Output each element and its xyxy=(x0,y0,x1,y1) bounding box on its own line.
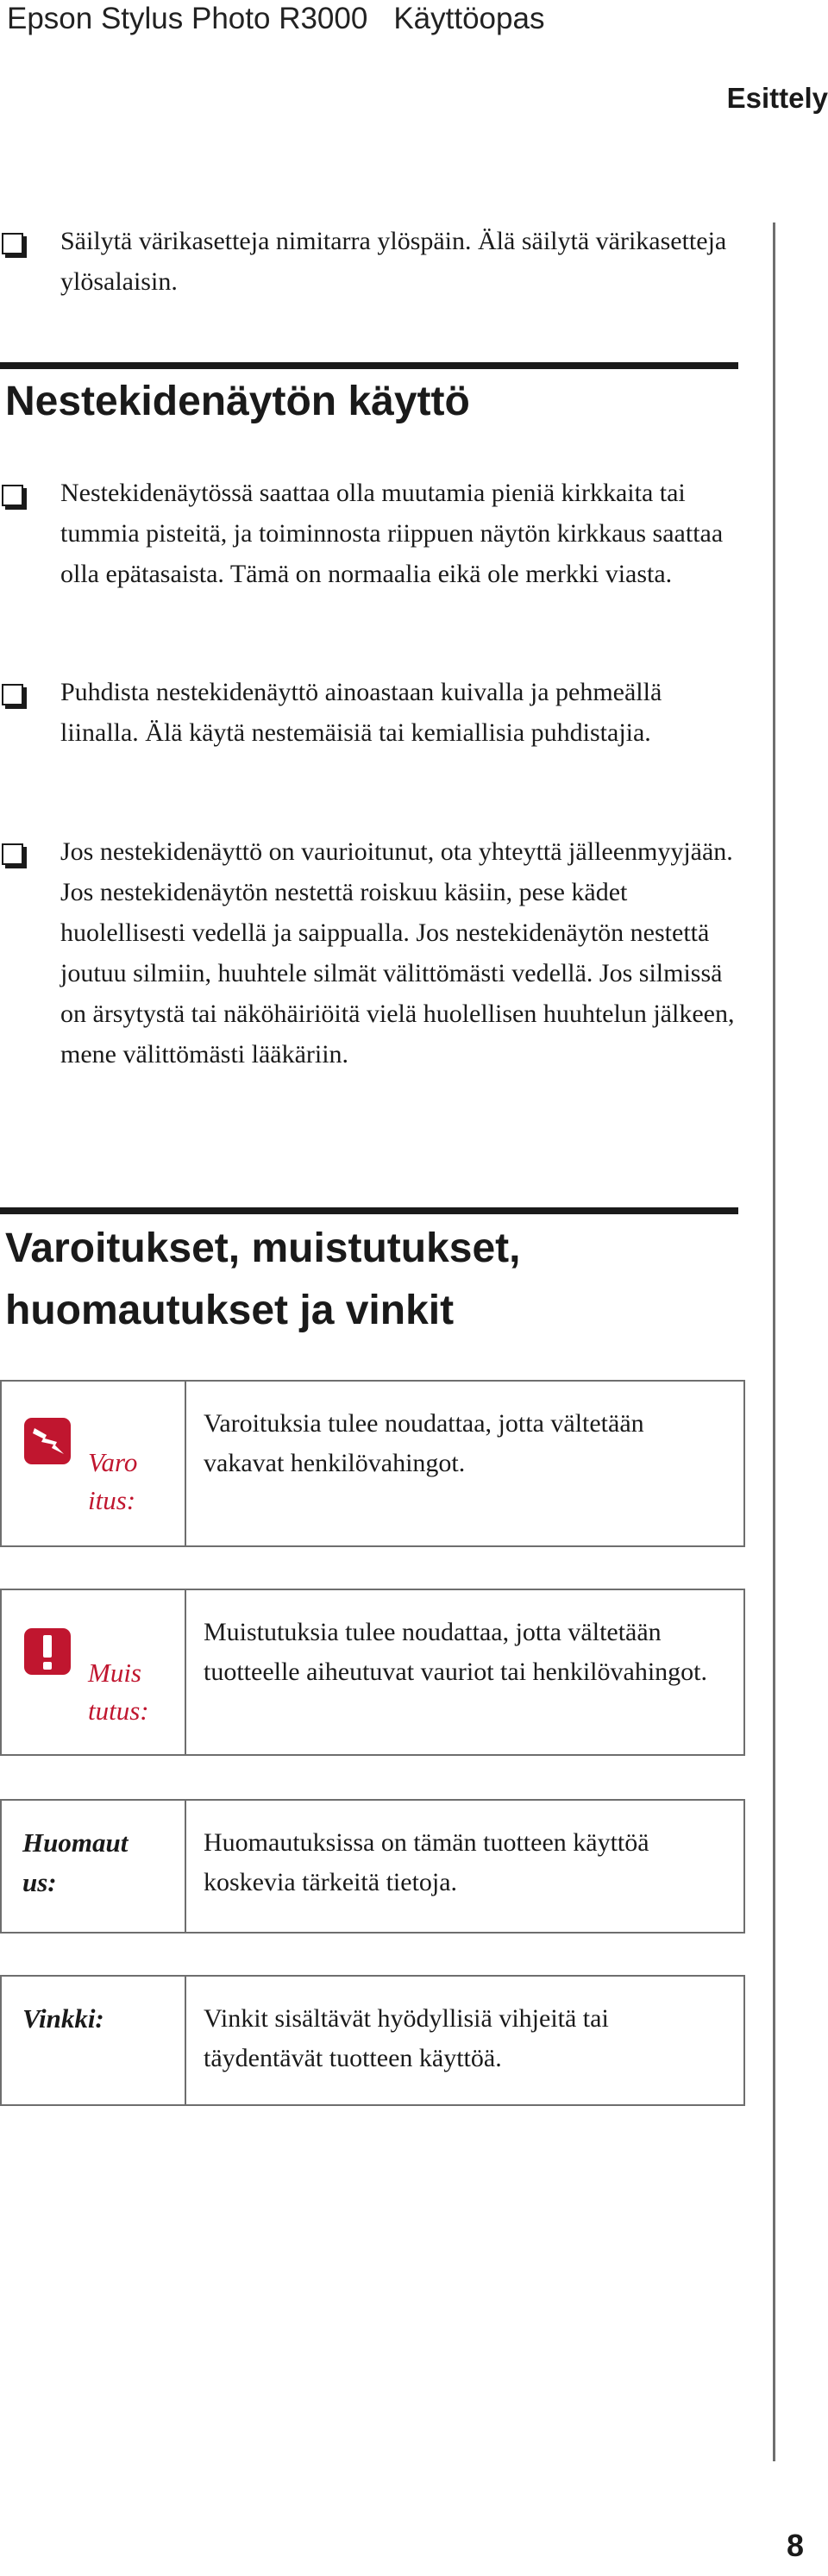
notice-label: Huomaut us: xyxy=(22,1827,129,1897)
warning-icon xyxy=(22,1416,72,1468)
section-title: Esittely xyxy=(726,82,828,114)
checkbox-bullet-icon xyxy=(2,843,23,865)
note-notice xyxy=(0,1799,745,1934)
page-number: 8 xyxy=(786,2528,804,2563)
section-rule xyxy=(0,1207,738,1214)
list-item-text: Säilytä värikasetteja nimitarra ylöspäin. Älä säilytä värikasetteja ylösalaisin. xyxy=(60,227,727,296)
list-item-text: Nestekidenäytössä saattaa olla muutamia pieniä kirkkaita tai tummia pisteitä, ja toiminnosta riippuen näytön kirkkaus saattaa olla epätasaista. Tämä on normaalia eikä ole merkki viasta. xyxy=(60,479,724,588)
list-item-text: Jos nestekidenäyttö on vaurioitunut, ota yhteyttä jälleenmyyjään. Jos nestekidenäytön nestettä roiskuu käsiin, pese kädet huolellisesti vedellä ja saippualla. Jos nestekidenäytön nestettä joutuu silmiin, huuhtele silmät välittömästi vedellä. Jos silmissä on ärsytystä tai näköhäiriöitä vielä huolellisen huuhtelun jälkeen, mene välittömästi lääkäriin. xyxy=(60,837,735,1069)
section-heading-notices xyxy=(5,1218,738,1342)
notice-label: Muis tutus: xyxy=(88,1658,149,1726)
caution-icon xyxy=(22,1626,72,1678)
list-item xyxy=(0,221,742,302)
notice-text: Muistutuksia tulee noudattaa, jotta vältetään tuotteelle aiheutuvat vauriot tai henkilövahingot. xyxy=(204,1618,708,1686)
heading-line: Varoitukset, muistutukset, xyxy=(5,1225,521,1271)
notice-label-cell xyxy=(2,1801,186,1932)
checkbox-bullet-icon xyxy=(2,233,23,254)
list-item xyxy=(0,473,742,594)
notice-label: Vinkki: xyxy=(22,2003,104,2034)
list-item xyxy=(0,672,742,753)
list-item xyxy=(0,831,742,1075)
section-heading-lcd: Nestekidenäytön käyttö xyxy=(5,379,470,424)
checkbox-bullet-icon xyxy=(2,485,23,506)
notice-text: Vinkit sisältävät hyödyllisiä vihjeitä tai täydentävät tuotteen käyttöä. xyxy=(204,2004,609,2072)
product-name: Epson Stylus Photo R3000 xyxy=(7,2,368,35)
checkbox-bullet-icon xyxy=(2,684,23,705)
caution-notice xyxy=(0,1589,745,1756)
notice-text: Varoituksia tulee noudattaa, jotta vältetään vakavat henkilövahingot. xyxy=(204,1409,644,1477)
notice-label-cell xyxy=(2,1977,186,2104)
warning-notice xyxy=(0,1380,745,1547)
running-header xyxy=(7,0,544,38)
manual-title: Käyttöopas xyxy=(393,2,545,35)
section-rule xyxy=(0,362,738,369)
notice-label: Varo itus: xyxy=(88,1447,138,1515)
notice-label-cell xyxy=(2,1382,186,1545)
notice-label-cell xyxy=(2,1590,186,1754)
tip-notice xyxy=(0,1975,745,2106)
notice-text: Huomautuksissa on tämän tuotteen käyttöä koskevia tärkeitä tietoja. xyxy=(204,1828,649,1896)
list-item-text: Puhdista nestekidenäyttö ainoastaan kuivalla ja pehmeällä liinalla. Älä käytä nestemäisiä tai kemiallisia puhdistajia. xyxy=(60,678,662,747)
heading-line: huomautukset ja vinkit xyxy=(5,1288,455,1333)
margin-rule xyxy=(773,223,775,2461)
